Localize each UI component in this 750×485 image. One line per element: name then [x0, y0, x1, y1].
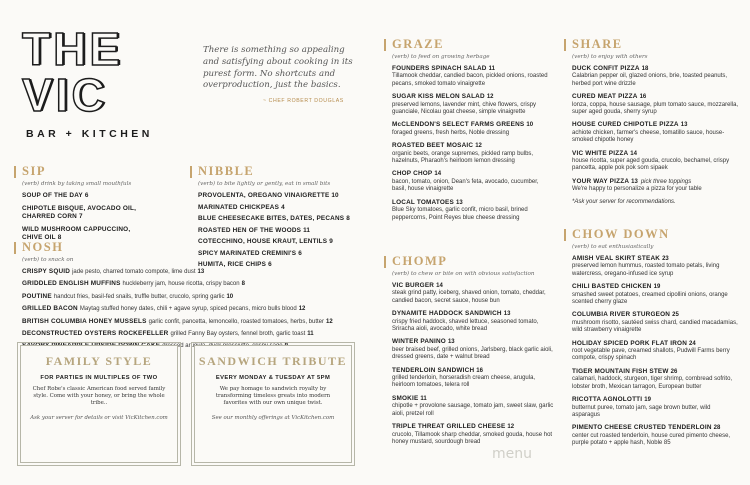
section-definition: (verb) to bite lightly or gently, eat in small bits — [198, 181, 331, 187]
section-title — [384, 37, 554, 52]
menu-item: GRIDDLED ENGLISH MUFFINS huckleberry jam, house ricotta, crispy bacon 8 — [22, 280, 245, 288]
family-style-box — [20, 345, 178, 463]
menu-item: McCLENDON'S SELECT FARMS GREENS 10 foraged greens, fresh herbs, Noble dressing — [392, 121, 534, 136]
menu-item: CHIPOTLE BISQUE, AVOCADO OIL, CHARRED CORN 7 — [22, 205, 137, 220]
menu-item: DUCK CONFIT PIZZA 18 Calabrian pepper oil, glazed onions, brie, toasted peanuts, herbed port wine drizzle — [572, 65, 728, 87]
graze-list — [384, 65, 554, 222]
sandwich-tribute-body: We pay homage to sandwich royalty by transforming timeless greats into modern favorites with our own unique twist. — [215, 386, 331, 406]
menu-item: HOUSE CURED CHIPOTLE PIZZA 13 achiote chicken, farmer's cheese, tomatillo sauce, house-smoked chipotle honey — [572, 121, 725, 144]
section-definition: (verb) to snack on — [22, 257, 74, 263]
menu-item: SPICY MARINATED CREMINI'S 6 — [198, 249, 302, 257]
menu-item: DECONSTRUCTED OYSTERS ROCKEFELLER grilled Fanny Bay oysters, fennel broth, garlic toast 11 — [22, 330, 314, 338]
brand-logo — [22, 23, 162, 140]
section-definition: (verb) to enjoy with others — [572, 54, 648, 60]
sandwich-tribute-title: SANDWICH TRIBUTE — [198, 354, 348, 368]
menu-item: RICOTTA AGNOLOTTI 19 butternut puree, tomato jam, sage brown butter, wild asparagus — [572, 396, 711, 418]
menu-item: PIMENTO CHEESE CRUSTED TENDERLOIN 28 center cut roasted tenderloin, house cured pimento cheese, purple potato + apple hash, Noble 85 — [572, 424, 731, 447]
menu-item: ROASTED BEET MOSAIC 12 organic beets, orange supremes, pickled ramp bulbs, hazelnuts, Pharaoh's heirloom lemon dressing — [392, 142, 534, 165]
menu-item: BLUE CHEESECAKE BITES, DATES, PECANS 8 — [198, 215, 350, 222]
nosh-list — [14, 268, 359, 351]
section-marker — [564, 39, 566, 51]
section-title — [14, 164, 184, 179]
menu-item: WILD MUSHROOM CAPPUCCINO, CHIVE OIL 8 — [22, 226, 131, 241]
graze-title: GRAZE — [392, 37, 444, 51]
menu-item: CHILI BASTED CHICKEN 19 smashed sweet potatoes, creamed cipollini onions, orange scented cherry glaze — [572, 283, 728, 306]
chomp-title: CHOMP — [392, 254, 448, 268]
intro-text: There is something so appealing and satisfying about cooking in its purest form. No shortcuts and overproduction, just the basics. — [203, 45, 353, 91]
menu-item: TENDERLOIN SANDWICH 16 grilled tenderloin, horseradish cream cheese, arugula, heirloom tomatoes, telera roll — [392, 366, 536, 389]
menu-item: WINTER PANINO 13 beer braised beef, grilled onions, Jarlsberg, black garlic aioli, dressed greens, date + walnut bread — [392, 338, 553, 361]
section-share — [564, 37, 740, 211]
section-marker — [384, 256, 386, 268]
sandwich-tribute-headline: EVERY MONDAY & TUESDAY AT 5PM — [215, 375, 331, 381]
chow-down-list — [564, 255, 740, 448]
intro-quote — [203, 45, 353, 108]
sip-title: SIP — [22, 164, 46, 178]
menu-item: TIGER MOUNTAIN FISH STEW 26 calamari, haddock, sturgeon, tiger shrimp, cornbread sofrito, lobster broth, Mexican tarragon, European butter — [572, 367, 733, 390]
menu-item: POUTINE handcut fries, basil-fed snails, truffle butter, crucolo, spring garlic 10 — [22, 292, 234, 300]
section-chomp — [384, 254, 554, 451]
menu-item: GRILLED BACON Maytag stuffed honey dates, chili + agave syrup, spiced pecans, micro bulls blood 12 — [22, 305, 306, 313]
menu-item: SOUP OF THE DAY 6 — [22, 192, 89, 199]
section-title — [384, 254, 554, 269]
menu-item: SMOKIE 11 chipotle + provolone sausage, tomato jam, sweet slaw, garlic aioli, pretzel roll — [392, 394, 554, 417]
section-definition: (verb) to feed on growing herbage — [392, 54, 490, 60]
section-nosh — [14, 240, 359, 355]
section-title — [14, 240, 359, 255]
watermark: menu — [492, 446, 532, 462]
menu-item: HUMITA, RICE CHIPS 6 — [198, 261, 272, 268]
menu-item: SUGAR KISS MELON SALAD 12 preserved lemons, lavender mint, chive flowers, crispy guanciale, Nicolau goat cheese, simple vinaigrette — [392, 93, 537, 116]
menu-item: YOUR WAY PIZZA 13 pick three toppings We're happy to personalize a pizza for your table — [572, 177, 702, 193]
section-definition: (verb) to chew or bite on with obvious satisfaction — [392, 271, 535, 277]
section-title — [564, 37, 740, 52]
menu-item: AMISH VEAL SKIRT STEAK 23 preserved lemon hummus, roasted tomato petals, living watercress, oregano-infused ice syrup — [572, 255, 720, 277]
section-definition: (verb) drink by taking small mouthfuls — [22, 181, 132, 187]
menu-item: DYNAMITE HADDOCK SANDWICH 13 crispy fried haddock, shaved lettuce, seasoned tomato, Sriracha aioli, avocado, white bread — [392, 310, 539, 333]
menu-item: TRIPLE THREAT GRILLED CHEESE 12 crucolo, Tillamook sharp cheddar, smoked gouda, house hot honey mustard, sourdough bread — [392, 423, 553, 445]
section-graze — [384, 37, 554, 227]
section-title — [564, 227, 740, 242]
intro-credit: ~ CHEF ROBERT DOUGLAS — [263, 98, 344, 105]
sip-list — [14, 192, 184, 242]
sandwich-tribute-footer: See our monthly offerings at VicKitchen.com — [211, 415, 335, 421]
menu-item: BRITISH COLUMBIA HONEY MUSSELS garlic confit, pancetta, lemoncello, roasted tomatoes, herbs, butter 12 — [22, 317, 333, 325]
section-marker — [384, 39, 386, 51]
chomp-list — [384, 282, 554, 446]
family-style-title: FAMILY STYLE — [45, 354, 153, 368]
menu-item: FOUNDERS SPINACH SALAD 11 Tillamook cheddar, candied bacon, pickled onions, roasted pecans, smoked tomato vinaigrette — [392, 65, 548, 87]
family-style-headline: FOR PARTIES IN MULTIPLES OF TWO — [40, 375, 158, 381]
nibble-title: NIBBLE — [198, 164, 255, 178]
section-chow-down — [564, 227, 740, 453]
nosh-title: NOSH — [22, 240, 64, 254]
menu-item: MARINATED CHICKPEAS 4 — [198, 203, 285, 211]
menu-item: CURED MEAT PIZZA 16 lonza, coppa, house sausage, plum tomato sauce, mozzarella, super aged gouda, sherry syrup — [572, 93, 739, 116]
menu-item: VIC BURGER 14 steak grind patty, iceberg, shaved onion, tomato, cheddar, candied bacon, secret sauce, house bun — [392, 282, 546, 304]
section-definition: (verb) to eat enthusiastically — [572, 244, 654, 250]
chow-down-title: CHOW DOWN — [572, 227, 670, 241]
family-style-body: Chef Robe's classic American food served family style. Come with your honey, or bring the whole tribe.. — [32, 386, 166, 406]
menu-item: PROVOLENTA, OREGANO VINAIGRETTE 10 — [198, 192, 339, 199]
menu-item: CHOP CHOP 14 bacon, tomato, onion, Dean's feta, avocado, cucumber, basil, house vinaigrette — [392, 170, 539, 193]
section-marker — [14, 242, 16, 254]
sandwich-tribute-box — [194, 345, 352, 463]
menu-item: COTECCHINO, HOUSE KRAUT, LENTILS 9 — [198, 238, 333, 245]
section-sip — [14, 164, 184, 247]
section-marker — [190, 166, 192, 178]
menu-item: COLUMBIA RIVER STURGEON 25 mushroom risotto, sautéed swiss chard, candied macadamias, wild strawberry vinaigrette — [572, 311, 738, 334]
brand-subtitle: BAR + KITCHEN — [26, 128, 153, 140]
share-list — [564, 65, 740, 206]
menu-item: VIC WHITE PIZZA 14 house ricotta, super aged gouda, crucolo, bechamel, crispy pancetta, apple pok pok som sipaek — [572, 149, 730, 172]
menu-item: CRISPY SQUID jade pesto, charred tomato compote, lime dust 13 — [22, 268, 205, 275]
section-marker — [14, 166, 16, 178]
family-style-footer: Ask your server for details or visit VicKitchen.com — [30, 415, 168, 421]
section-title — [190, 164, 360, 179]
section-marker — [564, 229, 566, 241]
share-title: SHARE — [572, 37, 623, 51]
share-footnote: *Ask your server for recommendations. — [572, 198, 676, 205]
menu-item: ROASTED HEN OF THE WOODS 11 — [198, 226, 310, 234]
menu-item: LOCAL TOMATOES 13 Blue Sky tomatoes, garlic confit, micro basil, brined peppercorns, Point Reyes blue cheese dressing — [392, 198, 528, 221]
brand-title: THE VIC — [22, 23, 123, 121]
menu-item: HOLIDAY SPICED PORK FLAT IRON 24 root vegetable pave, creamed shallots, Pudwill Farms berry compote, crispy spinach — [572, 339, 730, 362]
